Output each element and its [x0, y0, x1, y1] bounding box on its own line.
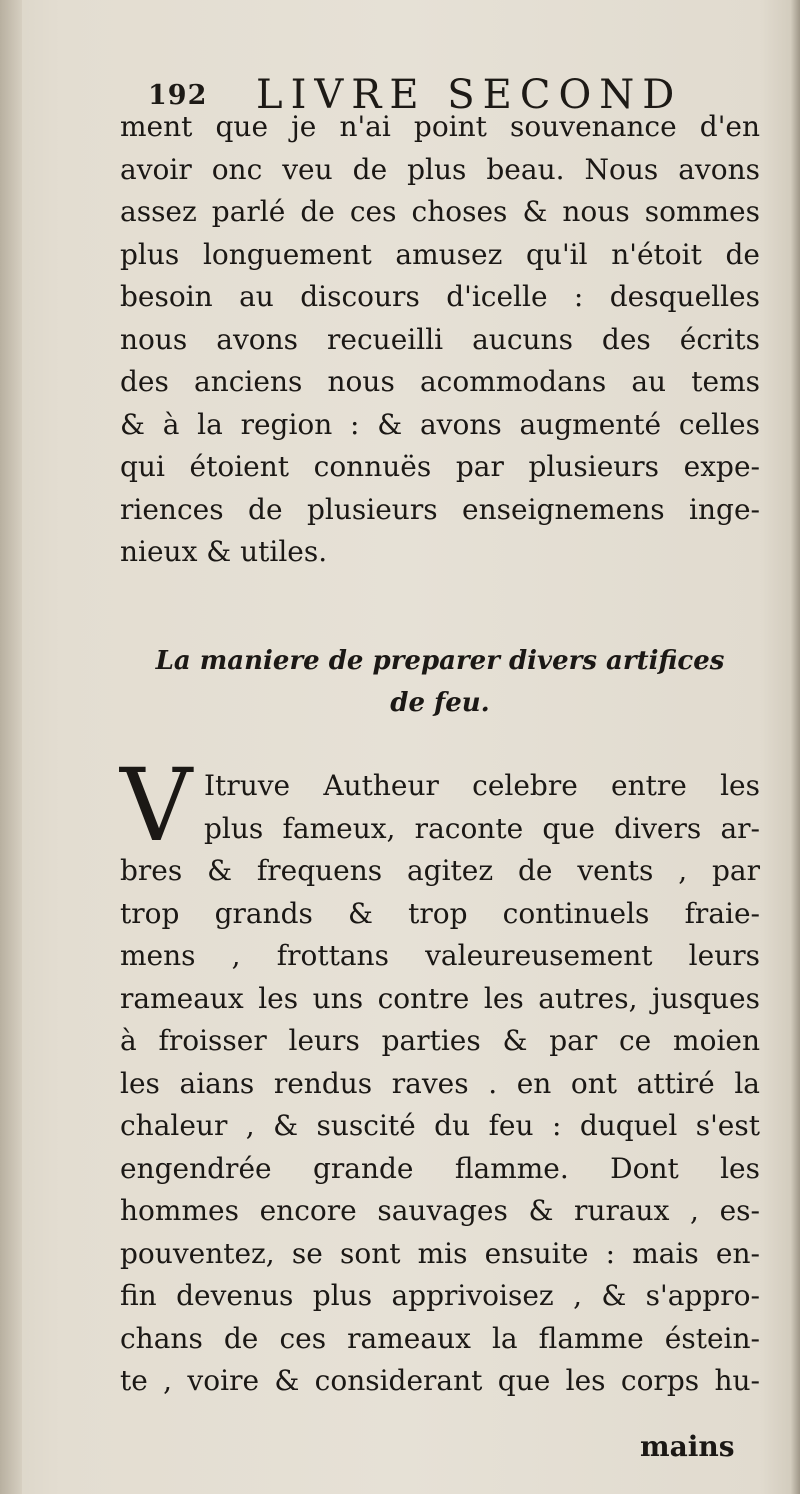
text-line: à froisser leurs parties & par ce moien — [120, 1024, 760, 1057]
text-line: trop grands & trop continuels fraie- — [120, 896, 760, 930]
text-line: riences de plusieurs enseignemens inge- — [120, 492, 760, 526]
text-line: mens , frottans valeureusement leurs — [120, 939, 760, 972]
text-line: assez parlé de ces choses & nous sommes — [120, 195, 760, 228]
text-line: plus fameux, raconte que divers ar- — [204, 811, 760, 845]
text-line: avoir onc veu de plus beau. Nous avons — [120, 152, 760, 186]
catchword: mains — [640, 1430, 735, 1463]
text-line: les aians rendus raves . en ont attiré la — [120, 1066, 760, 1100]
text-line: besoin au discours d'icelle : desquelles — [120, 280, 760, 313]
paragraph-1 — [120, 106, 760, 574]
text-line: chaleur , & suscité du feu : duquel s'est — [120, 1109, 760, 1142]
text-line: rameaux les uns contre les autres, jusques — [120, 981, 760, 1015]
page-number: 192 — [148, 80, 208, 111]
text-line: des anciens nous acommodans au tems — [120, 365, 760, 398]
text-line: te , voire & considerant que les corps hu- — [120, 1364, 760, 1397]
running-title: LIVRE SECOND — [256, 72, 683, 118]
drop-cap: V — [120, 747, 193, 864]
text-line: & à la region : & avons augmenté celles — [120, 407, 760, 441]
text-line: fin devenus plus apprivoisez , & s'appro- — [120, 1279, 760, 1312]
text-line: ment que je n'ai point souvenance d'en — [120, 110, 760, 143]
section-title-line: de feu. — [390, 688, 490, 718]
text-line: chans de ces rameaux la flamme éstein- — [120, 1321, 760, 1355]
paragraph-2 — [120, 765, 760, 1403]
text-line: Itruve Autheur celebre entre les — [204, 769, 760, 802]
text-line: nieux & utiles. — [120, 535, 328, 568]
text-line: hommes encore sauvages & ruraux , es- — [120, 1194, 760, 1227]
page-gutter — [0, 0, 22, 1494]
text-line: bres & frequens agitez de vents , par — [120, 854, 760, 887]
page-edge — [790, 0, 800, 1494]
text-line: nous avons recueilli aucuns des écrits — [120, 322, 760, 356]
section-title — [120, 640, 760, 724]
text-line: qui étoient connuës par plusieurs expe- — [120, 450, 760, 483]
text-line: plus longuement amusez qu'il n'étoit de — [120, 237, 760, 271]
text-line: engendrée grande flamme. Dont les — [120, 1151, 760, 1185]
text-line: pouventez, se sont mis ensuite : mais en- — [120, 1236, 760, 1270]
section-title-line: La maniere de preparer divers artifices — [155, 646, 725, 676]
